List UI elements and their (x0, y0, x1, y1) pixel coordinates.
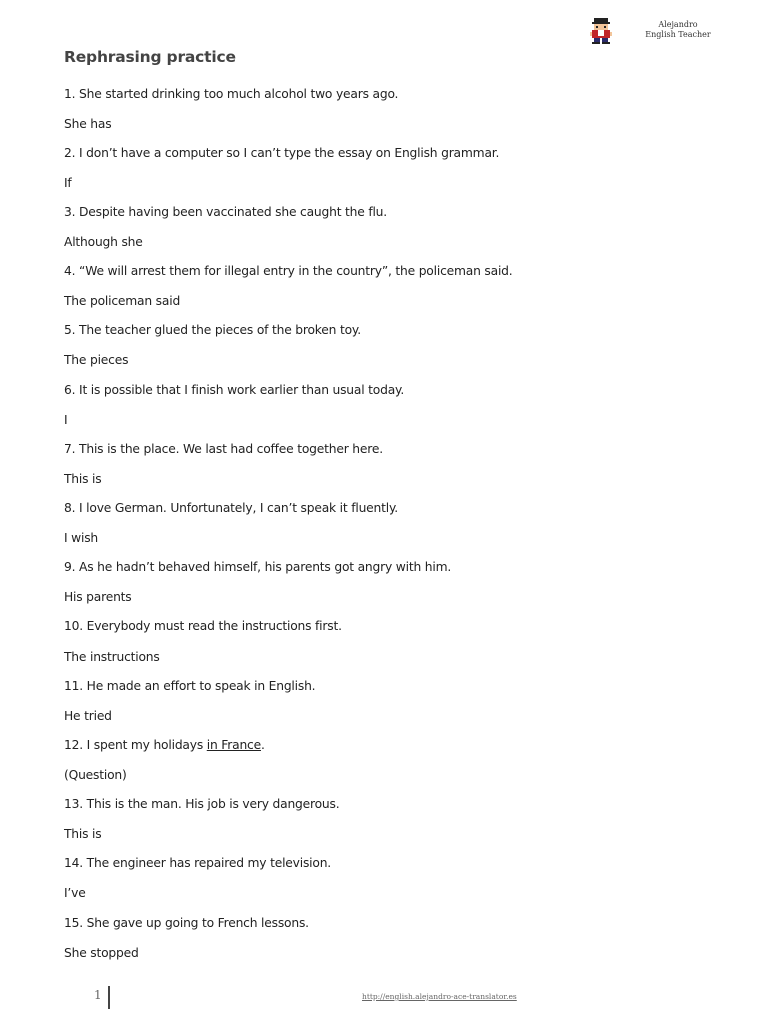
brand-name: Alejandro (658, 20, 698, 29)
exercise-sentence-7: 7. This is the place. We last had coffee together here. (64, 442, 383, 456)
exercise-prompt-9: His parents (64, 590, 132, 604)
exercise-prompt-3: Although she (64, 235, 143, 249)
sentence-12-underlined: in France (206, 738, 261, 752)
sentence-12-prefix: 12. I spent my holidays (64, 738, 207, 752)
page-title: Rephrasing practice (64, 48, 236, 66)
brand-text (638, 20, 718, 40)
exercise-prompt-2: If (64, 176, 72, 190)
exercise-prompt-14: I’ve (64, 886, 86, 900)
exercise-sentence-13: 13. This is the man. His job is very dangerous. (64, 797, 340, 811)
exercise-sentence-4: 4. “We will arrest them for illegal entry in the country”, the policeman said. (64, 264, 513, 278)
exercise-sentence-5: 5. The teacher glued the pieces of the broken toy. (64, 323, 361, 337)
exercise-prompt-15: She stopped (64, 946, 139, 960)
footer-divider (108, 986, 110, 1009)
exercise-prompt-8: I wish (64, 531, 99, 545)
exercise-sentence-2: 2. I don’t have a computer so I can’t type the essay on English grammar. (64, 146, 500, 160)
exercise-sentence-14: 14. The engineer has repaired my television. (64, 856, 332, 870)
pixel-character-icon (588, 18, 614, 44)
exercise-prompt-7: This is (64, 472, 102, 486)
footer-url-link[interactable]: http://english.alejandro-ace-translator.es (362, 992, 517, 1001)
exercise-sentence-12 (64, 737, 265, 753)
exercise-sentence-8: 8. I love German. Unfortunately, I can’t speak it fluently. (64, 501, 398, 515)
exercise-sentence-6: 6. It is possible that I finish work earlier than usual today. (64, 383, 405, 397)
exercise-prompt-10: The instructions (64, 650, 160, 664)
header-brand (588, 18, 718, 46)
sentence-12-suffix: . (260, 738, 265, 752)
exercise-sentence-10: 10. Everybody must read the instructions first. (64, 619, 342, 633)
brand-role: English Teacher (645, 30, 711, 39)
exercise-prompt-12: (Question) (64, 768, 127, 782)
exercise-prompt-11: He tried (64, 709, 112, 723)
exercise-sentence-15: 15. She gave up going to French lessons. (64, 916, 309, 930)
exercise-prompt-5: The pieces (64, 353, 129, 367)
exercise-sentence-1: 1. She started drinking too much alcohol two years ago. (64, 87, 399, 101)
page-number: 1 (94, 988, 102, 1002)
exercise-prompt-6: I (64, 413, 68, 427)
exercise-prompt-13: This is (64, 827, 102, 841)
exercise-prompt-1: She has (64, 117, 112, 131)
exercise-prompt-4: The policeman said (64, 294, 181, 308)
exercise-sentence-3: 3. Despite having been vaccinated she caught the flu. (64, 205, 387, 219)
exercise-sentence-11: 11. He made an effort to speak in English. (64, 679, 316, 693)
exercise-sentence-9: 9. As he hadn’t behaved himself, his parents got angry with him. (64, 560, 452, 574)
